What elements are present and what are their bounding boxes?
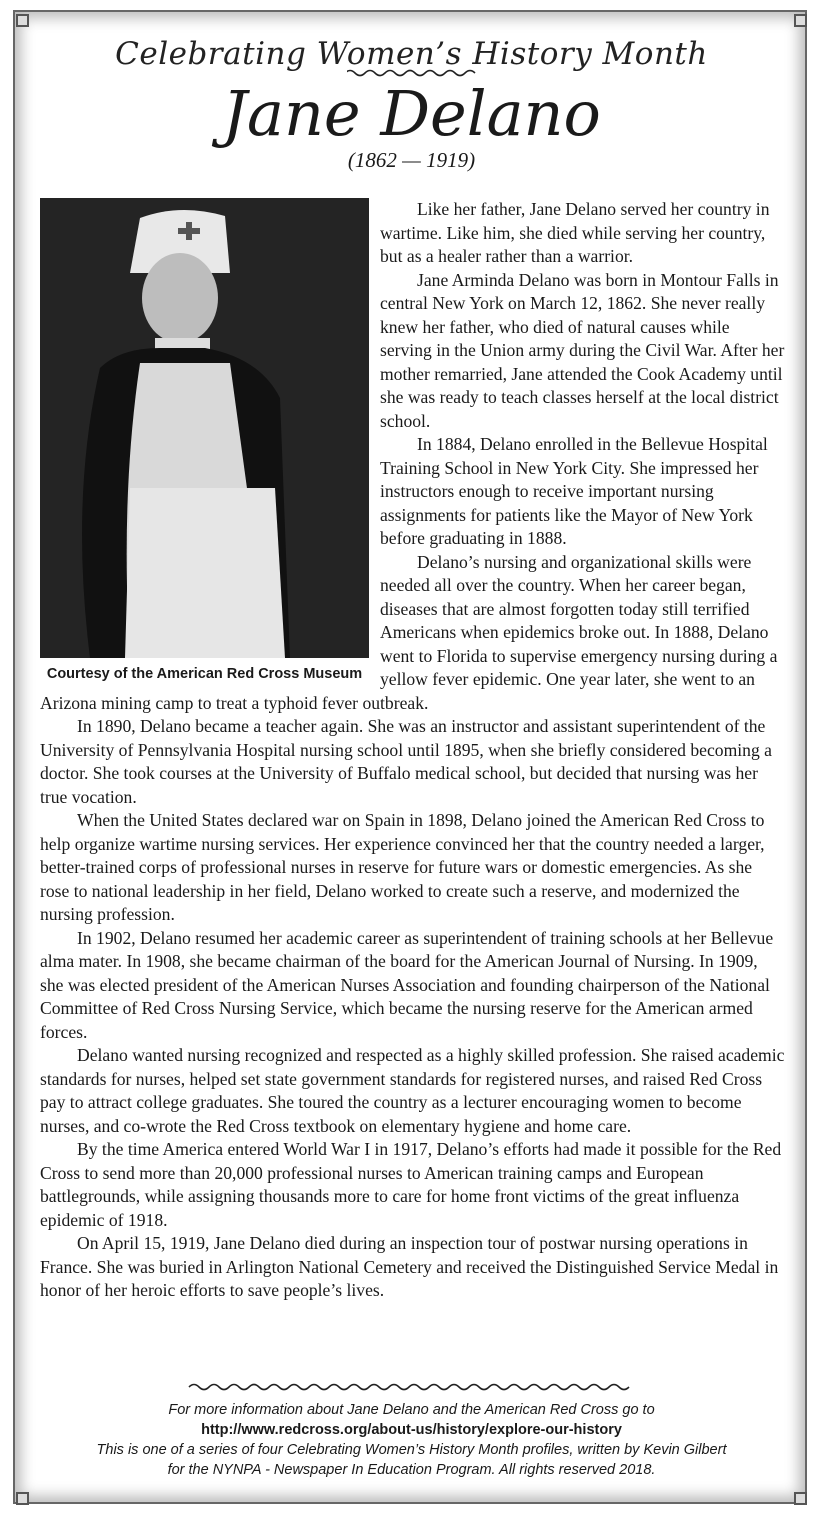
credit-line: This is one of a series of four Celebrating Women’s History Month profiles, written by Kevin Gilbert <box>96 1442 727 1458</box>
photo-caption: Courtesy of the American Red Cross Museum <box>46 666 363 682</box>
article-body <box>40 198 785 1303</box>
paragraph: Delano’s nursing and organizational skills were needed all over the country. When her career began, diseases that are almost forgotten today still terrified Americans when epidemics broke out. In 1888, Delano went to Florida to supervise emergency nursing during a yellow fever epidemic. One year later, she went to an Arizona mining camp to treat a typhoid fever outbreak. <box>40 551 778 713</box>
header <box>0 36 823 173</box>
paragraph: In 1902, Delano resumed her academic career as superintendent of training schools at her Bellevue alma mater. In 1908, she became chairman of the board for the American Journal of Nursing. In 1909, she was elected president of the American Nurses Association and founding chairperson of the National Committee of Red Cross Nursing Service, which became the nursing reserve for the American armed forces. <box>40 927 774 1042</box>
paragraph: Delano wanted nursing recognized and respected as a highly skilled profession. She raised academic standards for nurses, helped set state government standards for registered nurses, and raised Red Cross pay to attract college graduates. She toured the country as a lecturer encouraging women to become nurses, and co-wrote the Red Cross textbook on elementary hygiene and home care. <box>40 1045 785 1136</box>
paragraph: In 1884, Delano enrolled in the Bellevue Hospital Training School in New York City. She impressed her instructors enough to receive important nursing assignments for patients like the Mayor of New York before graduating in 1888. <box>380 434 768 548</box>
corner-ornament <box>794 1492 807 1505</box>
corner-ornament <box>16 1492 29 1505</box>
corner-ornament <box>16 14 29 27</box>
more-info-link[interactable]: http://www.redcross.org/about-us/history/explore-our-history <box>201 1422 622 1438</box>
paragraph: On April 15, 1919, Jane Delano died during an inspection tour of postwar nursing operations in France. She was buried in Arlington National Cemetery and received the Distinguished Service Medal in honor of her heroic efforts to save people’s lives. <box>40 1233 779 1300</box>
paragraph: Like her father, Jane Delano served her country in wartime. Like him, she died while serving her country, but as a healer rather than a warrior. <box>380 199 770 266</box>
paragraph: Jane Arminda Delano was born in Montour Falls in central New York on March 12, 1862. She never really knew her father, who died of natural causes while serving in the Union army during the Civil War. After her mother remarried, Jane attended the Cook Academy until she was ready to teach classes herself at the local district school. <box>380 269 785 431</box>
life-dates: (1862 — 1919) <box>347 148 476 172</box>
corner-ornament <box>794 14 807 27</box>
paragraph: When the United States declared war on Spain in 1898, Delano joined the American Red Cross to help organize wartime nursing services. Her experience convinced her that the country needed a larger, better-trained corps of professional nurses in reserve for future wars or domestic emergencies. As she rose to national leadership in her field, Delano worked to create such a reserve, and modernized the nursing profession. <box>40 810 765 924</box>
kicker-title: Celebrating Women’s History Month <box>115 36 708 72</box>
more-info-text: For more information about Jane Delano and the American Red Cross go to <box>168 1402 655 1418</box>
wave-divider <box>187 1380 637 1394</box>
page-title: Jane Delano <box>222 77 601 150</box>
photo-figure <box>40 198 380 683</box>
paragraph: In 1890, Delano became a teacher again. She was an instructor and assistant superintendent of the University of Pennsylvania Hospital nursing school until 1895, when she briefly considered becoming a doctor. She took courses at the University of Buffalo medical school, but decided that nursing was her true vocation. <box>40 716 772 807</box>
credit-line: for the NYNPA - Newspaper In Education Program. All rights reserved 2018. <box>167 1462 656 1478</box>
footer <box>0 1380 823 1480</box>
portrait-photo <box>40 198 369 658</box>
paragraph: By the time America entered World War I in 1917, Delano’s efforts had made it possible for the Red Cross to send more than 20,000 professional nurses to American training camps and European battlegrounds, while assigning thousands more to care for home front victims of the great influenza epidemic of 1918. <box>40 1139 782 1230</box>
